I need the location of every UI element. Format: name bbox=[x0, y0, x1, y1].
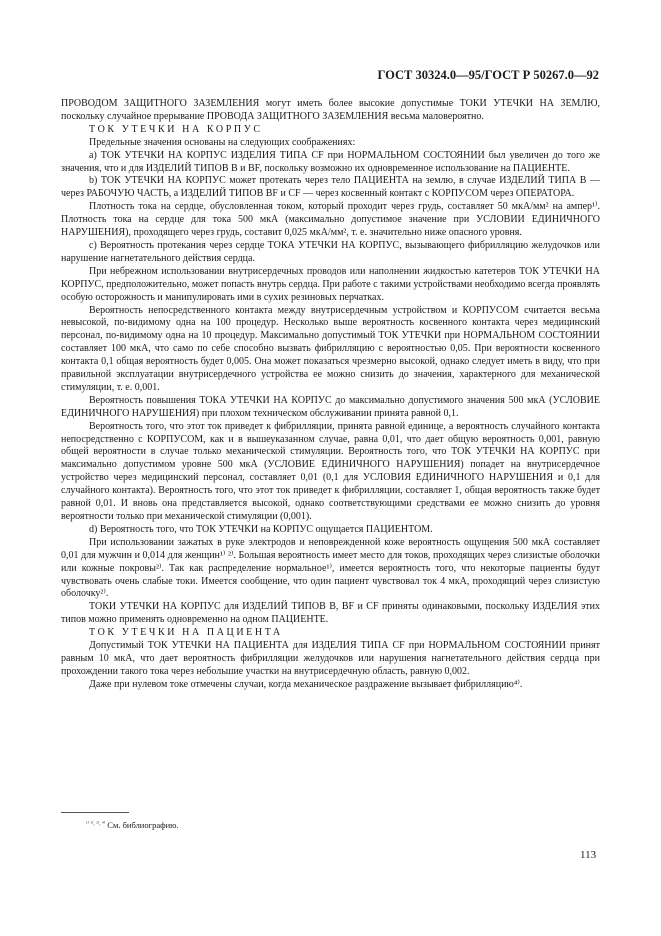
paragraph: ТОКИ УТЕЧКИ НА КОРПУС для ИЗДЕЛИЙ ТИПОВ В, BF и CF приняты одинаковыми, поскольку ИЗДЕЛИЯ этих типов можно применять одновременно на одном ПАЦИЕНТЕ. bbox=[61, 601, 600, 626]
running-header: ГОСТ 30324.0—95/ГОСТ Р 50267.0—92 bbox=[377, 68, 599, 82]
footnote-text: См. библиографию. bbox=[107, 820, 179, 830]
paragraph: ПРОВОДОМ ЗАЩИТНОГО ЗАЗЕМЛЕНИЯ могут иметь более высокие допустимые ТОКИ УТЕЧКИ НА ЗЕМЛЮ, поскольку случайное прерывание ПРОВОДА ЗАЩИТНОГО ЗАЗЕМЛЕНИЯ весьма маловероятно. bbox=[61, 98, 600, 122]
paragraph: При использовании зажатых в руке электродов и неповрежденной коже вероятность ощущения 500 мкА составляет 0,01 для мужчин и 0,014 для женщин¹⁾ ²⁾. Большая вероятность имеет место для токов, проходящих через слизистые оболочки или кожные покровы²⁾. Так как распределение нормальное¹⁾, имеется вероятность того, что некоторые пациенты будут чувствовать очень слабые токи. Имеется сообщение, что один пациент чувствовал ток 4 мкА, проходящий через слизистую оболочку²⁾. bbox=[61, 536, 600, 600]
paragraph: При небрежном использовании внутрисердечных проводов или наполнении жидкостью катетеров ТОК УТЕЧКИ НА КОРПУС, предположительно, может попасть внутрь сердца. При работе с такими устройствами необходимо всегда проявлять особую осторожность и манипулировать ими в сухих резиновых перчатках. bbox=[61, 265, 600, 303]
paragraph: b) ТОК УТЕЧКИ НА КОРПУС может протекать через тело ПАЦИЕНТА на землю, в случае ИЗДЕЛИЙ ТИПА В — через РАБОЧУЮ ЧАСТЬ, а ИЗДЕЛИЙ ТИПОВ BF и CF — через косвенный контакт с КОРПУСОМ через ОПЕРАТОРА. bbox=[61, 175, 600, 200]
footnote-marks: ¹⁾ ¹⁾, ²⁾, ⁴⁾ bbox=[86, 821, 106, 827]
paragraph: d) Вероятность того, что ТОК УТЕЧКИ на КОРПУС ощущается ПАЦИЕНТОМ. bbox=[89, 523, 433, 535]
paragraph: Плотность тока на сердце, обусловленная током, который проходит через грудь, составляет 50 мкА/мм² на ампер¹⁾. Плотность тока на сердце для тока 500 мкА (максимально допустимое значение при УСЛОВИИ ЕДИНИЧНОГО НАРУШЕНИЯ), проходящего через грудь, составит 0,025 мкА/мм², т. е. значительно ниже опасного уровня. bbox=[61, 201, 600, 239]
section-heading: ТОК УТЕЧКИ НА ПАЦИЕНТА bbox=[89, 627, 283, 639]
page-number: 113 bbox=[580, 849, 597, 861]
paragraph: Предельные значения основаны на следующих соображениях: bbox=[89, 136, 356, 148]
paragraph: Вероятность непосредственного контакта между внутрисердечным устройством и КОРПУСОМ считается весьма невысокой, по-видимому одна на 100 процедур. Несколько выше вероятность косвенного контакта через медицинский персонал, по-видимому одна на 10 процедур. Максимально допустимый ТОК УТЕЧКИ при НОРМАЛЬНОМ СОСТОЯНИИ составляет 100 мкА, что само по себе способно вызвать фибрилляцию с вероятностью 0,05. При вероятности косвенного контакта 0,1 общая вероятность будет 0,005. Она может показаться чрезмерно высокой, однако следует иметь в виду, что при правильной эксплуатации внутрисердечного устройства ее можно снизить до значения, характерного для механической стимуляции, т. е. 0,001. bbox=[61, 304, 600, 393]
paragraph: Допустимый ТОК УТЕЧКИ НА ПАЦИЕНТА для ИЗДЕЛИЯ ТИПА CF при НОРМАЛЬНОМ СОСТОЯНИИ принят равным 10 мкА, что дает вероятность фибрилляции желудочков или нарушения нагнетательного действия сердца при прохождении такого тока через небольшие участки на внутрисердечную область, равную 0,002. bbox=[61, 640, 600, 677]
paragraph: Вероятность повышения ТОКА УТЕЧКИ НА КОРПУС до максимально допустимого значения 500 мкА (УСЛОВИЕ ЕДИНИЧНОГО НАРУШЕНИЯ) при плохом техническом обслуживании принята равной 0,1. bbox=[61, 394, 600, 419]
paragraph: Вероятность того, что этот ток приведет к фибрилляции, принята равной единице, а вероятность случайного контакта непосредственно с КОРПУСОМ, как и в вышеуказанном случае, равна 0,01, что дает общую вероятность 0,001, равную общей вероятности в случае только механической стимуляции. Вероятность того, что ТОК УТЕЧКИ НА КОРПУС при максимально допустимом уровне 500 мкА (УСЛОВИЕ ЕДИНИЧНОГО НАРУШЕНИЯ) попадет на внутрисердечное устройство через медицинский персонал, составляет 0,01 (0,1 для УСЛОВИЯ ЕДИНИЧНОГО НАРУШЕНИЯ и 0,1 для случайного контакта). Вероятность того, что этот ток приведет к фибрилляции, составляет 1, общая вероятность также будет равной 0,01. И вновь она представляется высокой, однако соответствующими средствами ее можно снизить до уровня вероятности только при механической стимуляции (0,001). bbox=[61, 420, 600, 522]
paragraph: с) Вероятность протекания через сердце ТОКА УТЕЧКИ НА КОРПУС, вызывающего фибрилляцию желудочков или нарушение нагнетательного действия сердца. bbox=[61, 239, 600, 264]
main-text bbox=[61, 98, 600, 692]
footnote-divider bbox=[61, 812, 129, 813]
section-heading: ТОК УТЕЧКИ НА КОРПУС bbox=[89, 123, 263, 135]
footnote bbox=[86, 820, 179, 830]
paragraph: Даже при нулевом токе отмечены случаи, когда механическое раздражение вызывает фибрилляцию⁴⁾. bbox=[89, 678, 523, 690]
paragraph: а) ТОК УТЕЧКИ НА КОРПУС ИЗДЕЛИЯ ТИПА CF при НОРМАЛЬНОМ СОСТОЯНИИ был увеличен до того же значения, что и для ИЗДЕЛИЙ ТИПОВ В и BF, поскольку возможно их одновременное использование на ПАЦИЕНТЕ. bbox=[61, 149, 600, 174]
